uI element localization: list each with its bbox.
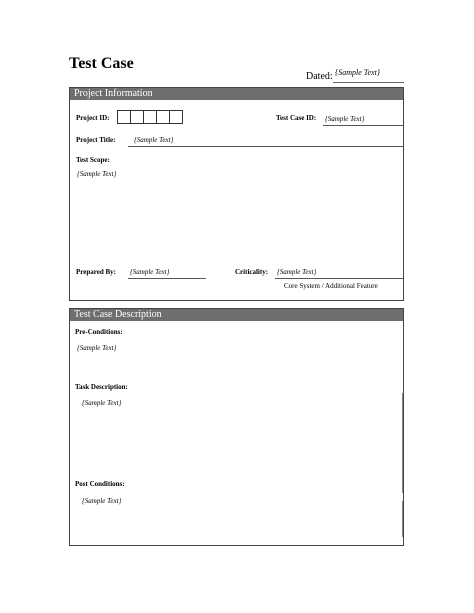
dated-value[interactable]: {Sample Text} bbox=[335, 68, 380, 77]
criticality-underline bbox=[275, 278, 403, 279]
right-margin-line-short bbox=[402, 477, 403, 493]
right-margin-line bbox=[402, 393, 403, 477]
project-information-header: Project Information bbox=[70, 88, 403, 100]
task-description-value[interactable]: {Sample Text} bbox=[82, 399, 122, 407]
prepared-by-underline bbox=[128, 278, 206, 279]
project-title-label: Project Title: bbox=[76, 136, 116, 144]
project-id-box[interactable] bbox=[130, 110, 144, 124]
pre-conditions-value[interactable]: {Sample Text} bbox=[77, 344, 117, 352]
prepared-by-label: Prepared By: bbox=[76, 268, 116, 276]
prepared-by-value[interactable]: {Sample Text} bbox=[130, 268, 170, 276]
test-case-description-section bbox=[69, 308, 404, 546]
test-case-id-label: Test Case ID: bbox=[276, 114, 317, 122]
project-id-boxes[interactable] bbox=[117, 110, 182, 124]
test-scope-value[interactable]: {Sample Text} bbox=[77, 170, 117, 178]
document-title: Test Case bbox=[69, 55, 134, 72]
test-case-id-value[interactable]: {Sample Text} bbox=[325, 115, 365, 123]
criticality-label: Criticality: bbox=[235, 268, 269, 276]
task-description-label: Task Description: bbox=[75, 383, 128, 391]
test-case-id-underline bbox=[323, 125, 403, 126]
project-id-label: Project ID: bbox=[76, 114, 110, 122]
post-conditions-value[interactable]: {Sample Text} bbox=[82, 497, 122, 505]
project-title-value[interactable]: {Sample Text} bbox=[134, 136, 174, 144]
criticality-value[interactable]: {Sample Text} bbox=[277, 268, 317, 276]
test-case-description-header: Test Case Description bbox=[70, 309, 403, 321]
test-scope-label: Test Scope: bbox=[76, 156, 110, 164]
project-information-section bbox=[69, 87, 404, 301]
pre-conditions-label: Pre-Conditions: bbox=[75, 328, 123, 336]
project-id-box[interactable] bbox=[117, 110, 131, 124]
right-margin-line-bottom bbox=[402, 501, 403, 537]
post-conditions-label: Post Conditions: bbox=[75, 480, 125, 488]
project-id-box[interactable] bbox=[169, 110, 183, 124]
dated-label: Dated: bbox=[306, 71, 333, 82]
project-id-box[interactable] bbox=[156, 110, 170, 124]
criticality-options: Core System / Additional Feature bbox=[284, 282, 378, 290]
project-id-box[interactable] bbox=[143, 110, 157, 124]
project-title-underline bbox=[128, 146, 403, 147]
dated-underline bbox=[333, 82, 404, 83]
